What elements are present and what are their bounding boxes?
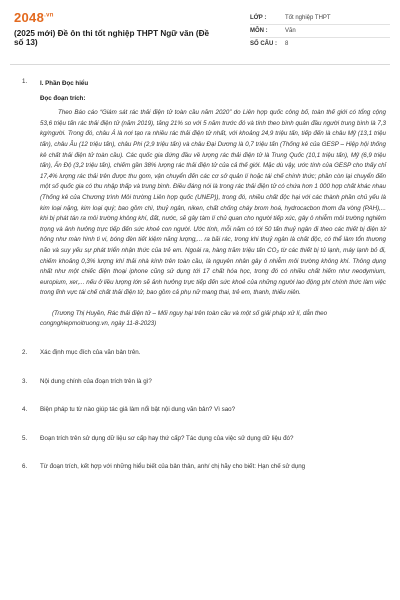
exam-meta-table (250, 12, 390, 50)
question-number: 4. (22, 406, 28, 414)
meta-key: MÔN : (250, 28, 268, 34)
question-text: Nội dung chính của đoạn trích trên là gì? (40, 377, 152, 385)
logo-main: 2048 (14, 10, 45, 25)
meta-value: 8 (285, 41, 289, 47)
meta-row-question-count (250, 38, 390, 50)
question-item (22, 405, 386, 416)
meta-value: Văn (285, 28, 296, 34)
reading-passage: Theo Báo cáo “Giám sát rác thải điện tử toàn cầu năm 2020” do Liên hợp quốc công bố, toàn thế giới có tổng cộng 53,6 triệu tấn rác thải điện tử (năm 2019), tăng 21% so với 5 năm trước đó và tính theo bình quân đầu người trung bình là 7,3 kg/người. Trong đó, châu Á là nơi tạo ra nhiều rác thải điện tử nhất, với khoảng 24,9 triệu tấn, tiếp đến là châu Mỹ (13,1 triệu tấn), châu Âu (12 triệu tấn), châu Phi (2,9 triệu tấn) và châu Đại Dương là 0,7 triệu tấn (Thống kê của GESP – Hiệp hội thống kê chất thải điện tử toàn cầu). Các quốc gia đứng đầu về lượng rác thải điện tử là Trung Quốc (10,1 triệu tấn), Mỹ (6,9 triệu tấn), Ấn Độ (3,2 triệu tấn), chiếm gần 38% lượng rác thải điện tử của cả thế giới. Mặc dù vậy, ước tính của GESP cho thấy chỉ 17,4% lượng rác thải trên được thu gom, vận chuyển đến các cơ sở quản lí hoặc tái chế chính thức; phần còn lại chuyển đến một số quốc gia có thu nhập thấp và trung bình. Điều đáng nói là trong rác thải điện tử có chứa hơn 1 000 hợp chất khác nhau (Thống kê của Chương trình Môi trường Liên hợp quốc (UNEP)), trong đó, nhiều chất độc hại với các thành phần chủ yếu là kim loại nặng, kim loại quý; bao gồm chì, thuỷ ngân, niken, chất chống cháy brom hoá, hydrocacbon thơm đa vòng (PAH),... khi bị phát tán ra môi trường không khí, đất, nước, sẽ gây tàm lí chủ quan cho người tiếp xúc, gây ô nhiễm môi trường nghiêm trọng và ảnh hưởng trực tiếp đến sức khoẻ con người. Ước tính, mỗi năm có tới 50 tấn thuỷ ngân đi theo các thiết bị điện tử hỏng như màn hình ti vi, bóng đèn tiết kiệm năng lượng,... ra bãi rác, trong khi thuỷ ngân là chất độc, có thể làm tổn thương não và suy yếu sự phát triển nhận thức của trẻ em. Ngoài ra, hàng trăm triệu tấn CO₂ từ các thiết bị tủ lạnh, máy lạnh bỏ đi, chiếm khoảng 0,3% lượng khí thải nhà kính trên toàn cầu, là nguyên nhân gây ô nhiễm môi trường không khí. Thông dụng nhất như một chiếc điện thoại iphone cũng sử dụng tới 17 chất hóa học, trong đó có nhiều chất hiếm như neodymium, europium, xer,... nếu ở liều lượng lớn sẽ ảnh hưởng trực tiếp đến sức khoẻ của những người lao động phí chính thức làm việc trong lĩnh vực tái chế chất thải điện tử, bao gồm cả phụ nữ mang thai, trẻ em, thanh, thiếu niên. (40, 109, 386, 297)
question-text: Xác định mục đích của văn bản trên. (40, 349, 141, 357)
section-title: I. Phần Đọc hiểu (40, 80, 89, 87)
meta-row-subject (250, 25, 390, 38)
question-number: 3. (22, 377, 28, 385)
question-text: Từ đoạn trích, kết hợp với những hiểu biết của bản thân, anh/ chị hãy cho biết: Hạn chế sử dụng (40, 463, 306, 471)
question-text: Biện pháp tu từ nào giúp tác giả làm nổi bật nội dung văn bản? Vì sao? (40, 406, 236, 414)
question-number: 1. (22, 78, 28, 85)
meta-row-class (250, 12, 390, 25)
question-number: 2. (22, 349, 28, 357)
question-item (22, 77, 386, 330)
question-item (22, 434, 386, 445)
meta-key: LỚP : (250, 15, 267, 21)
passage-source: (Trương Thị Huyền, Rác thải điện tử – Mối nguy hại trên toàn cầu và một số giải pháp xử lí, dẫn theo congnghiepmoitruong.vn, ngày 11-8-2023) (40, 309, 328, 328)
meta-value: Tốt nghiệp THPT (285, 15, 331, 21)
question-item (22, 462, 386, 473)
question-number: 6. (22, 463, 28, 471)
logo-tld: .vn (44, 12, 54, 19)
question-item (22, 377, 386, 388)
question-body (40, 77, 386, 330)
section-subtitle: Đọc đoạn trích: (40, 94, 86, 102)
question-text: Đoạn trích trên sử dụng dữ liệu sơ cấp hay thứ cấp? Tác dụng của việc sử dụng dữ liệu đó? (40, 434, 294, 442)
page-header (0, 0, 400, 64)
exam-content (0, 65, 400, 473)
exam-title: (2025 mới) Đề ôn thi tốt nghiệp THPT Ngữ văn (Đề số 13) (14, 29, 210, 47)
question-item (22, 348, 386, 359)
question-number: 5. (22, 434, 28, 442)
meta-key: SỐ CÂU : (250, 41, 277, 47)
